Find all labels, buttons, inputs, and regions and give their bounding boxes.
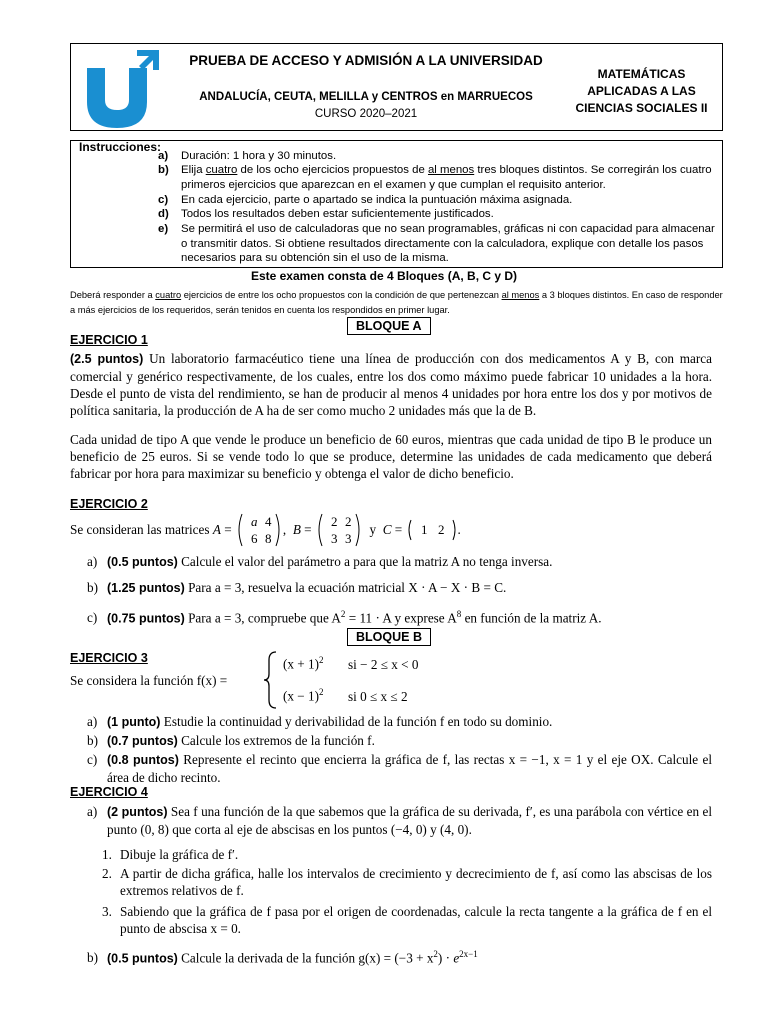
matrix-a: [235, 513, 283, 547]
matrix-b: [315, 513, 363, 547]
subject-line: MATEMÁTICAS: [597, 67, 686, 81]
sub-number: 2.: [102, 866, 112, 881]
matrix-cell: 2: [330, 514, 338, 529]
sub-text: Sabiendo que la gráfica de f pasa por el origen de coordenadas, calcule la recta tangente a la gráfica de f en el punto de abscisa x = 0.: [120, 904, 712, 936]
matrix-cell: 1: [420, 522, 428, 537]
points-label: (1.25 puntos): [107, 581, 185, 595]
points-label: (0.5 puntos): [107, 951, 178, 966]
matrices-intro: Se consideran las matrices: [70, 522, 210, 537]
points-label: (0.8 puntos): [107, 753, 179, 767]
instruction-item: [158, 193, 716, 208]
item-label: b): [87, 733, 98, 748]
ejercicio-2-b: [87, 579, 712, 597]
subject-line: CIENCIAS SOCIALES II: [575, 101, 708, 115]
matrix-cell: a: [250, 514, 258, 529]
ejercicio-4-sub-2: [102, 865, 712, 899]
sub-text: A partir de dicha gráfica, halle los intervalos de crecimiento y decrecimiento de f, así como las abscisas de los extremos relativos de f.: [120, 866, 712, 898]
exponent: 2x−1: [459, 949, 478, 959]
ejercicio-4-a-label: a): [87, 804, 98, 819]
university-logo-icon: [81, 48, 161, 130]
points-label: (0.75 puntos): [107, 611, 185, 626]
matrix-cell: 3: [344, 531, 352, 546]
points-label: (0.5 puntos): [107, 555, 178, 569]
instruction-text: Todos los resultados deben estar suficientemente justificados.: [181, 208, 494, 220]
item-text: Estudie la continuidad y derivabilidad de la función f en todo su dominio.: [160, 714, 553, 729]
bloque-a-heading: BLOQUE A: [347, 317, 431, 335]
ejercicio-3-intro: Se considera la función f(x) =: [70, 673, 228, 688]
item-text: Para a = 3, resuelva la ecuación matricial X · A − X · B = C.: [184, 580, 507, 595]
sub-number: 3.: [102, 904, 112, 919]
ejercicio-2-a: [87, 553, 712, 571]
instruction-item: [158, 163, 716, 192]
instruction-underlined: cuatro: [205, 164, 238, 176]
item-label: b): [87, 950, 98, 966]
item-label: a): [87, 554, 98, 569]
requirements-underlined: al menos: [501, 290, 540, 300]
instruction-text: de los ocho ejercicios propuestos de: [237, 164, 428, 176]
sub-text: Dibuje la gráfica de f′.: [120, 847, 239, 862]
ejercicio-4-sub-1: [102, 846, 712, 863]
item-text: Calcule los extremos de la función f.: [177, 733, 375, 748]
instructions-label: Instrucciones:: [79, 140, 162, 154]
points-label: (2.5 puntos): [70, 352, 144, 366]
matrix-cell: 8: [264, 531, 272, 546]
instruction-text: En cada ejercicio, parte o apartado se indica la puntuación máxima asignada.: [181, 194, 573, 206]
item-label: c): [87, 610, 98, 626]
sub-number: 1.: [102, 847, 112, 862]
ejercicio-3-c: [107, 751, 712, 786]
piecewise-case-1: $(x + 1)^2$: [283, 655, 324, 672]
item-text: Calcule el valor del parámetro a para que la matriz A no tenga inversa.: [177, 554, 553, 569]
statement-text: Un laboratorio farmacéutico tiene una línea de producción con dos medicamentos A y B, con marca comercial y genérico respectivamente, de los cuales, entre los dos como máximo puede fabricar 10 unidades a la hora. Desde el punto de vista del rendimiento, se han de producir al menos 4 unidades por hora entre los dos y por motivos de política sanitaria, la producción de A ha de ser como mucho 2 unidades más que la de B.: [70, 351, 712, 418]
ejercicio-1-statement-2: Cada unidad de tipo A que vende le produce un beneficio de 60 euros, mientras que cada unidad de tipo B le produce un beneficio de 25 euros. Si se vende todo lo que se produce, determine las unidades de cada medicamento que deberá fabricar por hora para maximizar su beneficio y obtenga el valor de dicho beneficio.: [70, 432, 712, 481]
matrix-cell: 6: [250, 531, 258, 546]
requirements-underlined: cuatro: [155, 290, 182, 300]
piecewise-case-2: $(x - 1)^2$: [283, 687, 324, 704]
matrix-cell: 4: [264, 514, 272, 529]
piecewise-brace-icon: [262, 650, 280, 710]
points-label: (2 puntos): [107, 805, 168, 819]
instruction-letter: c): [158, 194, 169, 206]
ejercicio-3-b: [87, 732, 712, 750]
matrix-c: [406, 519, 458, 541]
instruction-item: [158, 207, 716, 222]
item-text: = 11 · A y exprese A: [345, 610, 457, 626]
case-expression: (x + 1): [283, 656, 320, 672]
points-label: (1 punto): [107, 715, 161, 729]
bloque-b-heading: BLOQUE B: [347, 628, 431, 646]
instruction-letter: a): [158, 150, 169, 162]
exam-header: [70, 43, 723, 131]
item-text: Calcule la derivada de la función g(x) = (−3 + x: [177, 950, 434, 966]
piecewise-cond-2: si 0 ≤ x ≤ 2: [348, 689, 408, 704]
ejercicio-4-b: b) (0.5 puntos) Calcule la derivada de la función $g(x) = (-3 + x^2) \cdot e^{2x-1}$: [87, 949, 478, 966]
ejercicio-3-c-label: c): [87, 752, 98, 767]
ejercicio-1-title: EJERCICIO 1: [70, 333, 148, 347]
item-label: a): [87, 714, 98, 729]
matrix-cell: 3: [330, 531, 338, 546]
subject-line: APLICADAS A LAS: [587, 84, 696, 98]
exam-structure-note: Este examen consta de 4 Bloques (A, B, C y D): [250, 269, 518, 283]
instruction-text: Duración: 1 hora y 30 minutos.: [181, 150, 337, 162]
ejercicio-2-matrices: Se consideran las matrices A = a 4 6 8 , B = 2 2 3 3 y C = 1 2 .: [70, 514, 461, 546]
answer-requirements: [70, 288, 725, 318]
requirements-text: a 3 bloques distintos. En caso de responder a más ejercicios de los requeridos, serán tenidos en cuenta los respondidos en primer lugar.: [70, 290, 723, 315]
instruction-item: [158, 149, 716, 164]
item-text: Represente el recinto que encierra la gráfica de f, las rectas x = −1, x = 1 y el eje OX. Calcule el área de dicho recinto.: [107, 752, 712, 785]
exam-course: CURSO 2020–2021: [314, 108, 418, 120]
item-text: Sea f una función de la que sabemos que la gráfica de su derivada, f′, es una parábola con vértice en el punto (0, 8) que corta al eje de abscisas en los puntos (−4, 0) y (4, 0).: [107, 804, 712, 837]
item-text: en función de la matriz A.: [461, 610, 602, 626]
exam-title: PRUEBA DE ACCESO Y ADMISIÓN A LA UNIVERSIDAD: [189, 53, 543, 68]
exam-region: ANDALUCÍA, CEUTA, MELILLA y CENTROS en MARRUECOS: [199, 91, 533, 103]
instruction-letter: d): [158, 208, 169, 220]
instruction-text: Se permitirá el uso de calculadoras que no sean programables, gráficas ni con capacidad para almacenar o transmitir datos. Si obtiene resultados directamente con la calculadora, explique con detalle los pasos necesarios para su obtención sin el uso de la misma.: [181, 223, 715, 264]
item-label: b): [87, 580, 98, 595]
instruction-letter: b): [158, 164, 169, 176]
ejercicio-3-title: EJERCICIO 3: [70, 651, 148, 665]
instruction-text: Elija: [181, 164, 206, 176]
item-text: Para a = 3, compruebe que A: [184, 610, 341, 626]
case-expression: (x − 1): [283, 688, 320, 704]
instructions-box: [70, 140, 723, 268]
piecewise-cond-1: si − 2 ≤ x < 0: [348, 657, 419, 672]
matrix-cell: 2: [437, 522, 445, 537]
instruction-letter: e): [158, 223, 169, 235]
ejercicio-4-title: EJERCICIO 4: [70, 785, 148, 799]
ejercicio-4-sub-3: [102, 903, 712, 937]
instruction-item: [158, 222, 716, 266]
requirements-text: Deberá responder a: [70, 290, 156, 300]
ejercicio-3-a: [87, 713, 712, 731]
ejercicio-4-a: [107, 803, 712, 838]
points-label: (0.7 puntos): [107, 734, 178, 748]
instruction-text: tres bloques distintos. Se corregirán los cuatro primeros ejercicios que aparezcan en el examen y que cumplan el requisito anterior.: [181, 164, 712, 191]
ejercicio-2-c: c) (0.75 puntos) Para a = 3, compruebe que $A^2 = 11 \cdot A$ y exprese $A^8$ en función de la matriz A.: [87, 609, 602, 626]
requirements-text: ejercicios de entre los ocho propuestos con la condición de que pertenezcan: [181, 290, 502, 300]
ejercicio-2-title: EJERCICIO 2: [70, 497, 148, 511]
ejercicio-1-statement: [70, 350, 712, 419]
exam-subject: [559, 66, 724, 117]
instruction-underlined: al menos: [427, 164, 475, 176]
matrix-cell: 2: [344, 514, 352, 529]
